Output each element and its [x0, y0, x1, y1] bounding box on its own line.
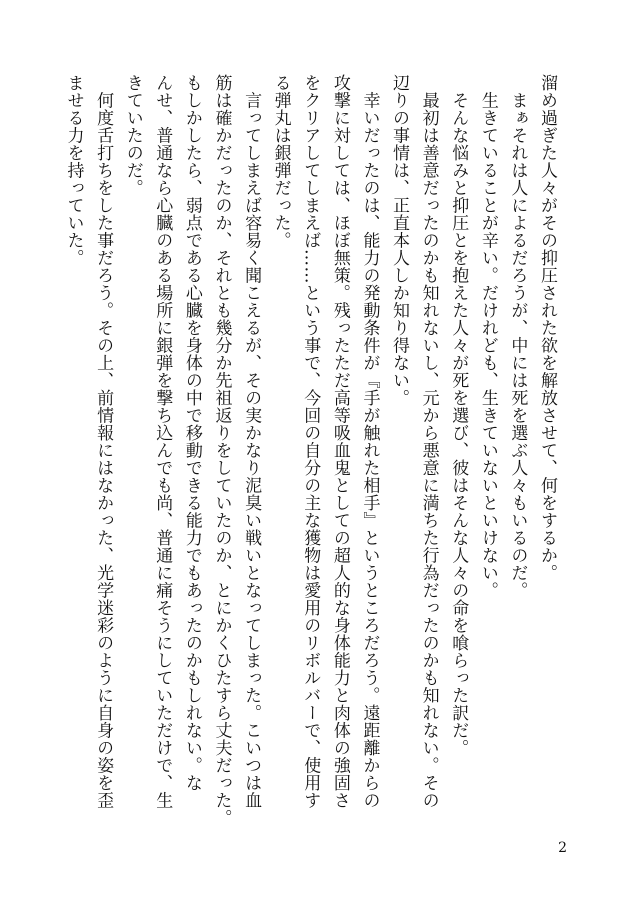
text-line: 最初は善意だったのかも知れないし、元から悪意に満ちた行為だったのかも知れない。その [418, 74, 439, 809]
text-line: 生きていることが辛い。だけれども、生きていないといけない。 [477, 74, 498, 599]
text-line: 幸いだったのは、能力の発動条件が『手が触れた相手』というところだろう。遠距離からの [359, 74, 380, 809]
text-line: ませる力を持っていた。 [63, 74, 84, 267]
text-line: 何度舌打ちをした事だろう。その上、前情報にはなかった、光学迷彩のように自身の姿を歪 [93, 74, 114, 809]
text-line: もしかしたら、弱点である心臓を身体の中で移動できる能力でもあったのかもしれない。な [181, 74, 202, 792]
vertical-body-text [58, 74, 561, 827]
text-line: まぁそれは人によるだろうが、中には死を選ぶ人々もいるのだ。 [507, 74, 528, 599]
text-line: そんな悩みと抑圧とを抱えた人々が死を選び、彼はそんな人々の命を喰らった訳だ。 [448, 74, 469, 757]
text-line: をクリアしてしまえば……という事で、今回の自分の主な獲物は愛用のリボルバーで、使用す [300, 74, 321, 809]
text-line: 溜め過ぎた人々がその抑圧された欲を解放させて、何をするか。 [537, 74, 557, 582]
text-line: 言ってしまえば容易く聞こえるが、その実かなり泥臭い戦いとなってしまった。こいつは血 [241, 74, 262, 809]
text-line: 筋は確かだったのか、それとも幾分か先祖返りをしていたのか、とにかくひたすら丈夫だった。 [211, 74, 232, 827]
text-line: 攻撃に対しては、ほぼ無策。残ったただ高等吸血鬼としての超人的な身体能力と肉体の強固さ [329, 74, 350, 809]
text-line: んせ、普通なら心臓のある場所に銀弾を撃ち込んでも尚、普通に痛そうにしていただけで、生 [152, 74, 173, 809]
page-number: 2 [558, 840, 567, 856]
text-line: 辺りの事情は、正直本人しか知り得ない。 [389, 74, 410, 407]
text-line: る弾丸は銀弾だった。 [270, 74, 291, 249]
text-line: きていたのだ。 [122, 74, 143, 197]
